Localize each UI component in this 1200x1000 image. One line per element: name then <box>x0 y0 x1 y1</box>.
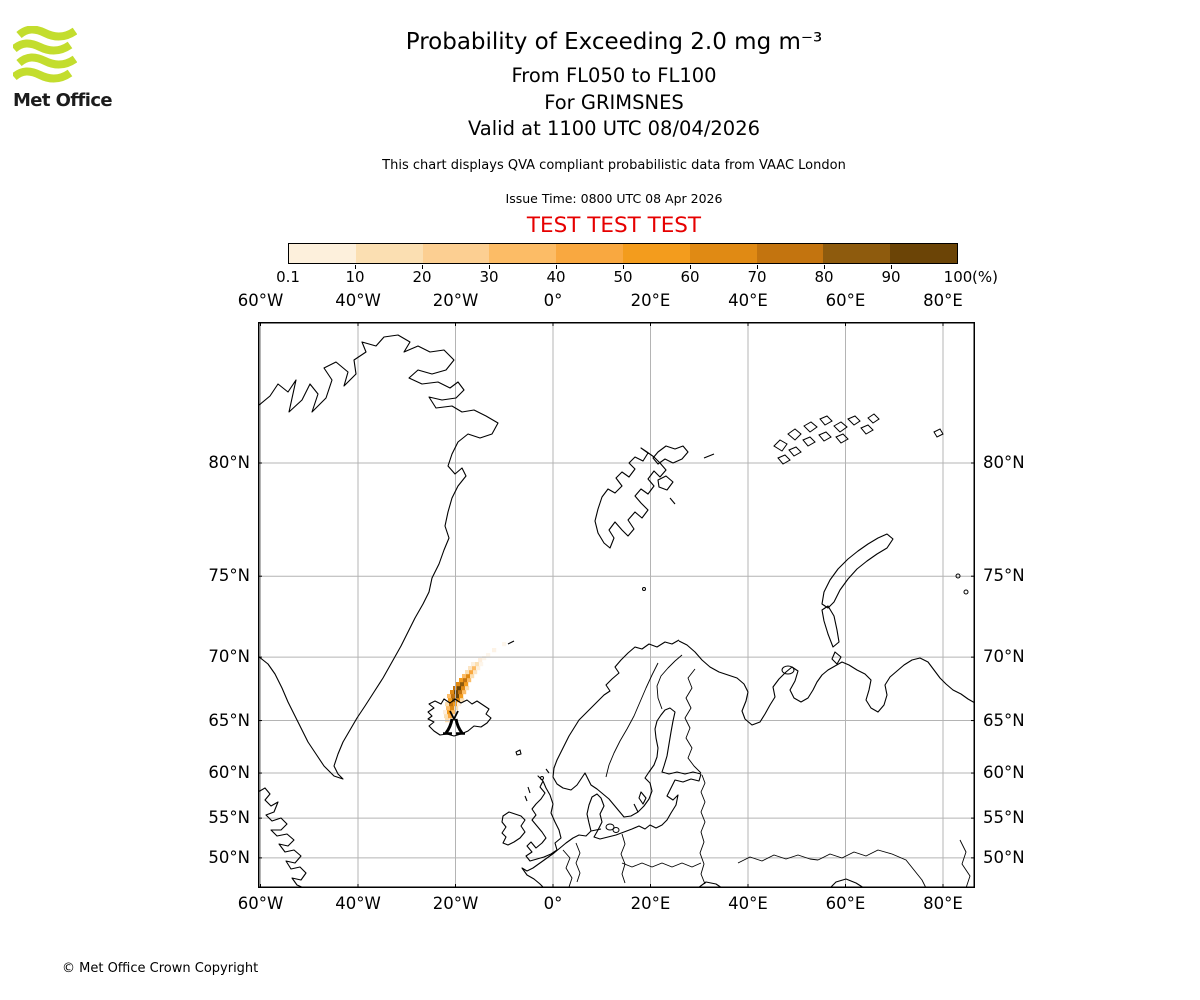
colorbar-segment <box>489 244 556 263</box>
ash-plume-cell <box>446 706 450 710</box>
issue-time: Issue Time: 0800 UTC 08 Apr 2026 <box>505 191 723 206</box>
latitude-label: 75°N <box>208 566 250 586</box>
country-border <box>622 863 701 867</box>
ash-plume-cell <box>470 674 474 678</box>
colorbar-tick-label: 70 <box>747 268 767 286</box>
coastline <box>502 812 525 845</box>
map-frame <box>259 323 975 888</box>
coastline <box>679 641 975 725</box>
coastline <box>508 641 514 644</box>
latitude-label: 60°N <box>983 763 1025 783</box>
coastline <box>634 804 638 812</box>
latitude-label: 50°N <box>983 847 1025 867</box>
ash-plume-cell <box>447 694 451 698</box>
ash-plume-cell <box>454 690 458 694</box>
ash-plume-cell <box>475 662 479 666</box>
coastline <box>258 335 498 779</box>
ash-plume-cell <box>457 686 461 690</box>
island <box>774 440 787 451</box>
coastline <box>822 606 839 647</box>
island <box>803 437 815 446</box>
ash-plume-cell <box>451 694 455 698</box>
coastline <box>832 652 841 664</box>
ash-plume-cell <box>462 690 466 694</box>
colorbar-tick-label: 20 <box>412 268 432 286</box>
subtitle-valid-time: Valid at 1100 UTC 08/04/2026 <box>467 117 761 140</box>
island <box>836 434 848 443</box>
logo-wordmark: Met Office <box>13 90 113 111</box>
subtitle-flight-levels: From FL050 to FL100 <box>511 64 717 87</box>
coastline <box>658 476 673 490</box>
ash-plume-cell <box>459 694 463 698</box>
island <box>541 777 544 780</box>
ash-plume-cell <box>468 666 472 670</box>
ash-plume-cell <box>450 690 454 694</box>
longitude-label: 20°W <box>432 894 479 913</box>
latitude-label: 65°N <box>983 710 1025 730</box>
latitude-label: 70°N <box>983 647 1025 667</box>
ash-plume-cell <box>464 682 468 686</box>
longitude-label: 40°W <box>335 894 381 913</box>
colorbar-tick-label: 10 <box>345 268 365 286</box>
longitude-label: 40°E <box>728 291 768 310</box>
ash-plume-cell <box>486 653 490 657</box>
ash-plume-cell <box>492 648 496 652</box>
coastline <box>670 498 675 504</box>
latitude-label: 55°N <box>208 808 250 828</box>
longitude-label: 40°W <box>335 291 381 310</box>
coastline <box>704 454 714 458</box>
longitude-label: 60°E <box>825 291 866 310</box>
coastline <box>522 774 701 888</box>
latitude-label: 60°N <box>208 763 250 783</box>
colorbar-segment <box>423 244 490 263</box>
ash-plume-cell <box>460 682 464 686</box>
coastline <box>528 787 530 793</box>
probability-colorbar <box>288 243 958 264</box>
ash-plume-cell <box>473 670 477 674</box>
latitude-label: 80°N <box>983 453 1025 472</box>
ash-plume-cell <box>465 686 469 690</box>
qva-note: This chart displays QVA compliant probabilistic data from VAAC London <box>382 158 846 173</box>
colorbar-unit-label: (%) <box>972 268 998 286</box>
latitude-label: 80°N <box>208 453 250 472</box>
longitude-label: 20°E <box>630 291 671 310</box>
latitude-label: 65°N <box>208 710 250 730</box>
ash-plume-cell <box>456 682 460 686</box>
map-canvas <box>258 322 975 888</box>
island <box>804 422 817 432</box>
country-border <box>563 850 572 887</box>
island <box>613 828 619 833</box>
subtitle-volcano: For GRIMSNES <box>544 90 684 114</box>
country-border <box>738 855 818 863</box>
ash-plume-cell <box>472 666 476 670</box>
colorbar-segment <box>356 244 423 263</box>
longitude-label: 80°E <box>923 894 963 913</box>
colorbar-tick-label: 60 <box>680 268 700 286</box>
colorbar-tick-label: 80 <box>814 268 834 286</box>
copyright: © Met Office Crown Copyright <box>62 961 259 976</box>
colorbar-segment <box>757 244 824 263</box>
ash-plume-cell <box>471 662 475 666</box>
ash-plume-cell <box>478 658 482 662</box>
coastline <box>822 534 893 608</box>
longitude-label: 60°W <box>237 291 284 310</box>
ash-plume-cell <box>465 670 469 674</box>
coastline <box>546 769 549 773</box>
ash-plume-cell <box>450 706 454 710</box>
colorbar-tick-label: 40 <box>546 268 566 286</box>
country-border <box>621 834 625 883</box>
ash-plume-cell <box>444 714 448 718</box>
colorbar-segment <box>623 244 690 263</box>
island <box>861 425 873 434</box>
longitude-label: 20°W <box>432 291 479 310</box>
island <box>868 414 879 423</box>
ash-plume-cell <box>479 662 483 666</box>
chart-subtitle <box>14 63 1200 143</box>
colorbar-tick-label: 50 <box>613 268 633 286</box>
colorbar-segment <box>556 244 623 263</box>
country-border <box>700 775 705 884</box>
latitude-label: 70°N <box>208 647 250 667</box>
map-area <box>258 322 975 888</box>
island <box>848 416 860 425</box>
colorbar-segment <box>690 244 757 263</box>
latitude-label: 50°N <box>208 847 250 867</box>
coastline <box>258 788 306 888</box>
ash-plume-cell <box>458 690 462 694</box>
country-border <box>960 840 970 888</box>
longitude-label: 40°E <box>728 894 768 913</box>
longitude-label: 0° <box>543 291 563 310</box>
colorbar-segment <box>289 244 356 263</box>
country-border <box>591 829 601 831</box>
test-banner: TEST TEST TEST <box>526 213 702 238</box>
island <box>788 429 801 440</box>
ash-plume-cell <box>463 678 467 682</box>
ash-plume-cell <box>461 686 465 690</box>
coastline <box>639 792 646 804</box>
ash-plume-cell <box>462 674 466 678</box>
coastline <box>525 796 527 801</box>
island <box>820 416 832 425</box>
ash-plume-cell <box>454 706 458 710</box>
ash-plume-cell <box>467 678 471 682</box>
country-border <box>657 655 682 709</box>
ash-plume-cell <box>502 642 506 646</box>
colorbar-tick-label: 90 <box>881 268 901 286</box>
island <box>819 432 831 441</box>
ash-plume-cell <box>459 678 463 682</box>
longitude-label: 60°W <box>237 894 284 913</box>
island <box>964 590 968 594</box>
island <box>934 429 943 437</box>
longitude-label: 60°E <box>825 894 866 913</box>
colorbar-tick-label: 30 <box>479 268 499 286</box>
latitude-label: 75°N <box>983 566 1025 586</box>
longitude-label: 20°E <box>630 894 671 913</box>
longitude-label: 80°E <box>923 291 963 310</box>
latitude-label: 55°N <box>983 808 1025 828</box>
ash-plume-cell <box>476 666 480 670</box>
coastline <box>516 750 521 755</box>
ash-plume-cell <box>469 670 473 674</box>
colorbar-segment <box>823 244 890 263</box>
island <box>643 588 646 591</box>
country-border <box>576 843 580 882</box>
country-border <box>818 850 926 888</box>
colorbar-segment <box>890 244 957 263</box>
colorbar-tick-label: 0.1 <box>276 268 300 286</box>
longitude-label: 0° <box>543 894 563 913</box>
ash-plume-cell <box>443 710 447 714</box>
island <box>789 447 801 456</box>
colorbar-tick-label: 100 <box>943 268 973 286</box>
ash-plume-cell <box>482 656 486 660</box>
ash-plume-cell <box>466 674 470 678</box>
chart-title: Probability of Exceeding 2.0 mg m⁻³ <box>405 29 823 55</box>
